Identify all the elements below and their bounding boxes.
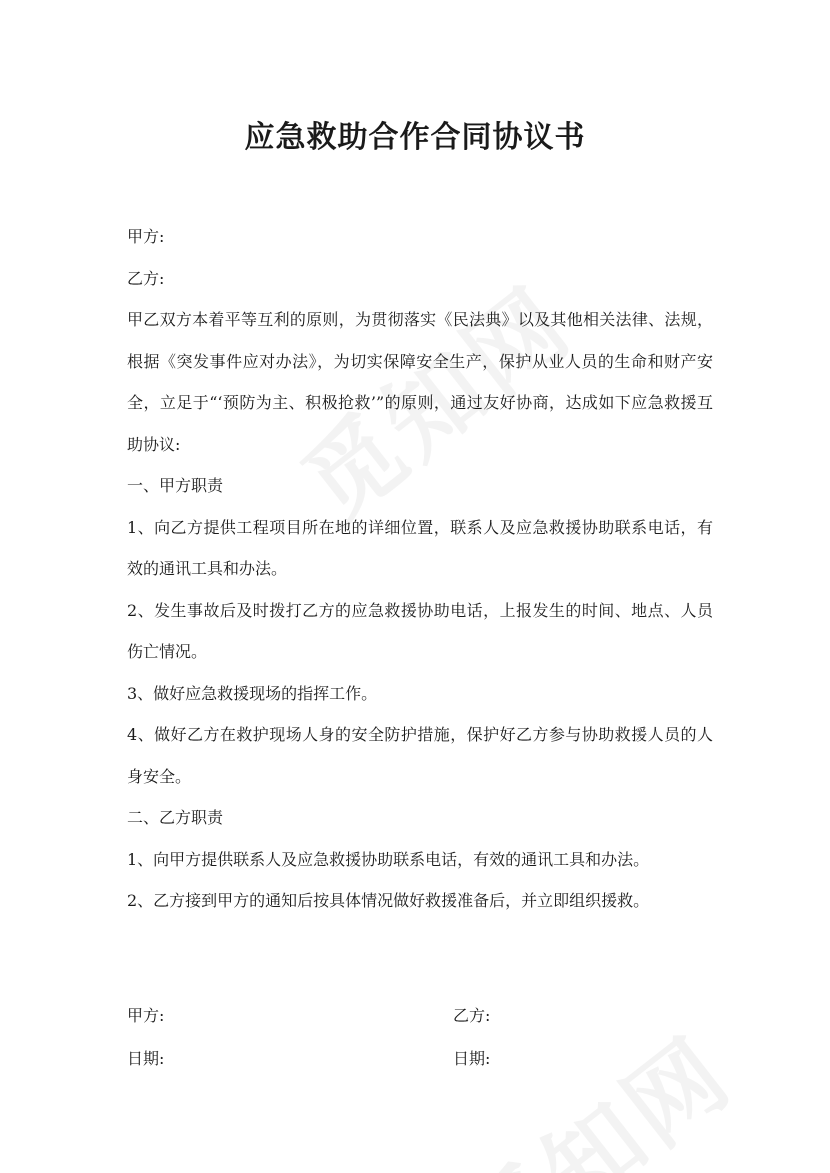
section2-heading: 二、乙方职责 xyxy=(127,808,224,827)
section2-item-2: 2、乙方接到甲方的通知后按具体情况做好救援准备后，并立即组织援救。 xyxy=(127,891,650,910)
document-title: 应急救助合作合同协议书 xyxy=(244,120,586,155)
section1-item-4: 4、做好乙方在救护现场人身的安全防护措施，保护好乙方参与协助救援人员的人身安全。 xyxy=(127,725,713,786)
section1-item-1: 1、向乙方提供工程项目所在地的详细位置，联系人及应急救援协助联系电话，有效的通讯工具和办法。 xyxy=(127,517,713,578)
section1-item-3: 3、做好应急救援现场的指挥工作。 xyxy=(127,683,378,703)
section2-item-1: 1、向甲方提供联系人及应急救援协助联系电话，有效的通讯工具和办法。 xyxy=(127,849,650,869)
signature-date-a: 日期: xyxy=(127,1049,165,1068)
section1-heading: 一、甲方职责 xyxy=(127,476,224,495)
party-a-line: 甲方: xyxy=(127,227,165,246)
signature-row-dates xyxy=(127,1037,713,1080)
party-b-line: 乙方: xyxy=(127,268,165,288)
signature-party-b: 乙方: xyxy=(453,1006,491,1025)
signature-block xyxy=(127,994,713,1080)
section1-item-2: 2、发生事故后及时拨打乙方的应急救援协助电话，上报发生的时间、地点、人员伤亡情况。 xyxy=(127,600,713,661)
signature-row-parties xyxy=(127,994,713,1037)
document-body xyxy=(127,216,713,922)
preamble-paragraph: 甲乙双方本着平等互利的原则，为贯彻落实《民法典》以及其他相关法律、法规，根据《突发事件应对办法》，为切实保障安全生产，保护从业人员的生命和财产安全，立足于“‘预防为主、积极抢救’”的原则，通过友好协商，达成如下应急救援互助协议: xyxy=(127,310,713,454)
signature-party-a: 甲方: xyxy=(127,1006,165,1025)
signature-date-b: 日期: xyxy=(453,1049,491,1068)
